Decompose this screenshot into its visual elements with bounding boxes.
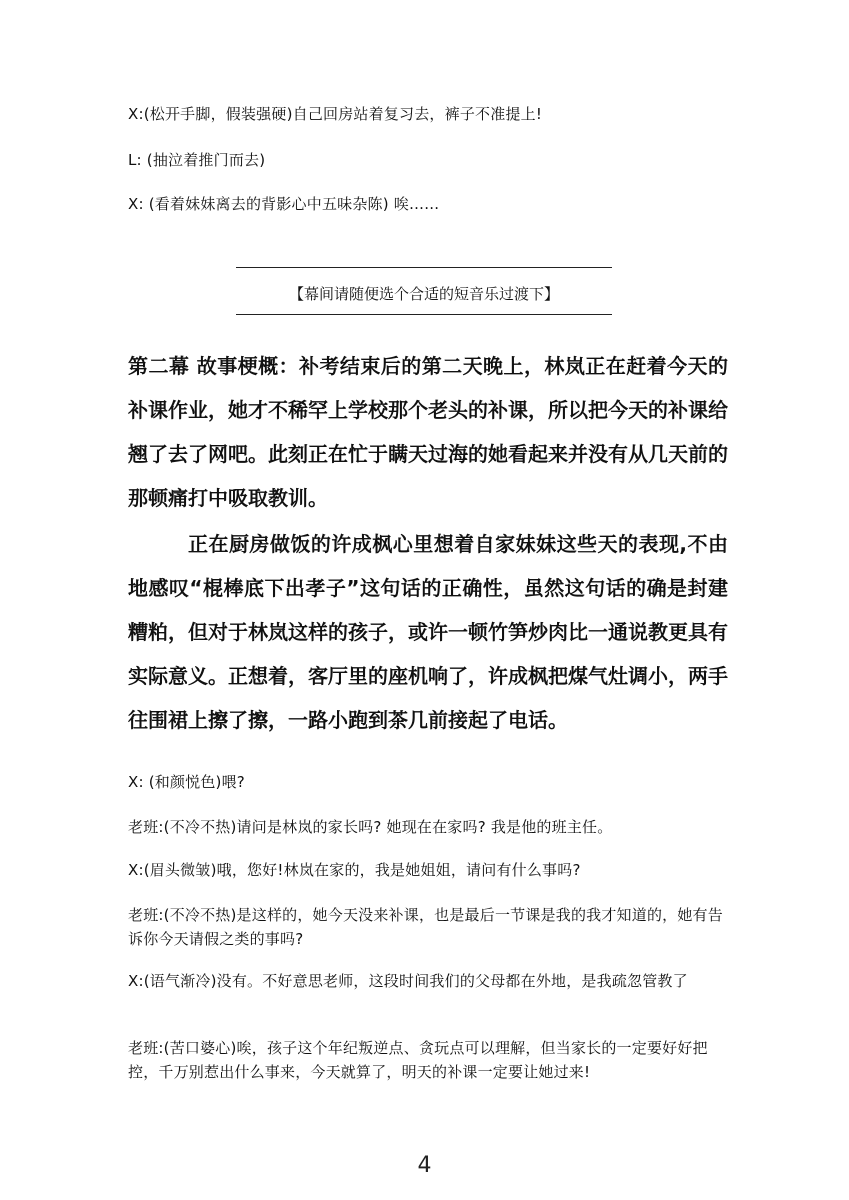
act-two-block [128,344,728,742]
dialogue-line: X:(松开手脚，假装强硬)自己回房站着复习去，裤子不准提上! [128,105,543,123]
dialogue-line: 老班:(不冷不热)请问是林岚的家长吗? 她现在在家吗? 我是他的班主任。 [128,818,613,836]
act-two-scene: 正在厨房做饭的许成枫心里想着自家妹妹这些天的表现,不由地感叹“棍棒底下出孝子”这句话的正确性，虽然这句话的确是封建糟粕，但对于林岚这样的孩子，或许一顿竹笋炒肉比一通说教更具有实际意义。正想着，客厅里的座机响了，许成枫把煤气灶调小，两手往围裙上擦了擦，一路小跑到茶几前接起了电话。 [128,532,728,732]
transition-note: 【幕间请随便选个合适的短音乐过渡下】 [288,285,559,303]
divider-bottom [236,314,612,315]
divider-top [236,267,612,268]
dialogue-line: 老班:(苦口婆心)唉，孩子这个年纪叛逆点、贪玩点可以理解，但当家长的一定要好好把控，千万别惹出什么事来，今天就算了，明天的补课一定要让她过来! [128,1039,708,1081]
dialogue-line: L: (抽泣着推门而去) [128,151,266,169]
dialogue-line: X: (和颜悦色)喂? [128,773,245,791]
page-number: 4 [417,1153,432,1178]
act-two-synopsis: 第二幕 故事梗概：补考结束后的第二天晚上，林岚正在赶着今天的补课作业，她才不稀罕上学校那个老头的补课，所以把今天的补课给翘了去了网吧。此刻正在忙于瞒天过海的她看起来并没有从几天前的那顿痛打中吸取教训。 [128,354,728,510]
dialogue-line: X:(眉头微皱)哦，您好!林岚在家的，我是她姐姐，请问有什么事吗? [128,861,581,879]
dialogue-line: 老班:(不冷不热)是这样的，她今天没来补课，也是最后一节课是我的我才知道的，她有告诉你今天请假之类的事吗? [128,906,723,948]
dialogue-line: X: (看着妹妹离去的背影心中五味杂陈) 唉…… [128,195,440,213]
dialogue-line: X:(语气渐冷)没有。不好意思老师，这段时间我们的父母都在外地，是我疏忽管教了 [128,972,688,990]
